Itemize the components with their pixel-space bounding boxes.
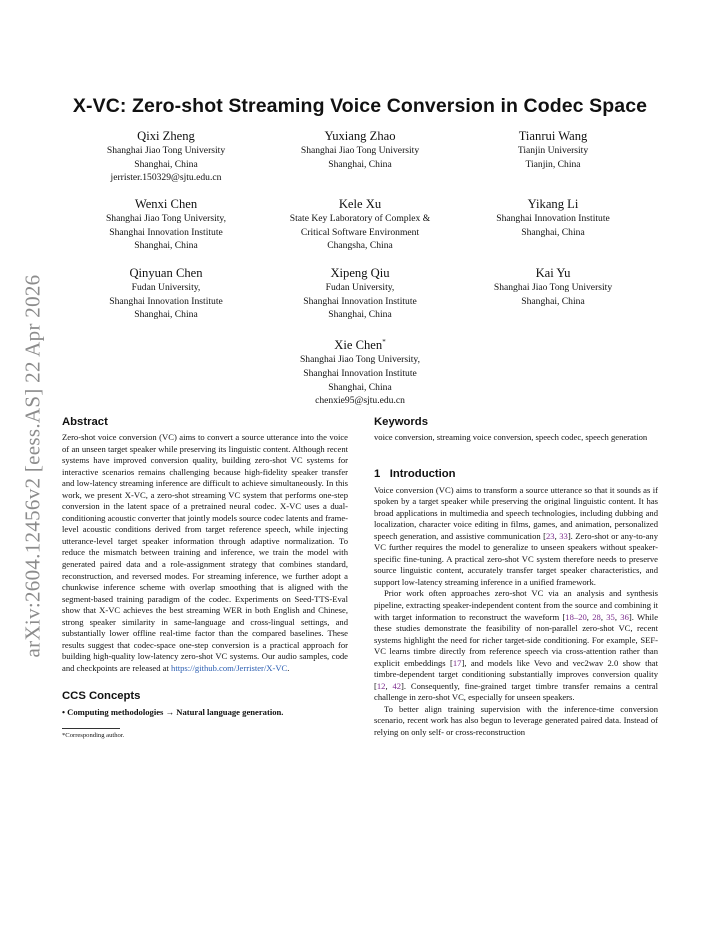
- ccs-concepts: • Computing methodologies → Natural language generation.: [62, 707, 284, 718]
- author-block: [66, 265, 266, 322]
- citation[interactable]: 18–20: [565, 611, 587, 622]
- author-block: [260, 196, 460, 253]
- author-block: [66, 128, 266, 185]
- author-affiliation: Tianjin University: [517, 145, 589, 156]
- author-name: Tianrui Wang: [518, 129, 588, 143]
- author-affiliation: State Key Laboratory of Complex &: [289, 213, 431, 224]
- author-location: Shanghai, China: [328, 309, 392, 321]
- paper-title: X-VC: Zero-shot Streaming Voice Conversion in Codec Space: [72, 95, 648, 117]
- author-affiliation: Shanghai Innovation Institute: [109, 295, 223, 307]
- author-affiliation: Shanghai Jiao Tong University,: [299, 354, 421, 366]
- footnote-rule: [62, 728, 120, 729]
- author-name: Xipeng Qiu: [330, 266, 390, 280]
- author-block: [453, 265, 653, 308]
- author-block: [260, 128, 460, 171]
- author-affiliation: Shanghai Innovation Institute: [303, 295, 417, 307]
- introduction-paragraph: Voice conversion (VC) aims to transform a source utterance so that it sounds as if spoken by a target speaker while preserving the original linguistic content. It has broad applications in multimedia and speech technologies, including dubbing and localization, character voice editing in films, games, and animation, personalized speech generation, and assistive communication [23, 33]. Zero-shot or any-to-any VC further requires the model to generalize to unseen speakers without speaker-specific fine-tuning. A practical zero-shot VC system therefore needs to preserve source linguistic content, accurately transfer target speaker characteristics, and support low-latency streaming inference in a unified framework.: [374, 484, 659, 587]
- author-location: Tianjin, China: [525, 158, 581, 170]
- author-email: chenxie95@sjtu.edu.cn: [315, 395, 405, 407]
- citation[interactable]: 17: [452, 657, 462, 668]
- author-name: Wenxi Chen: [134, 197, 198, 211]
- citation[interactable]: 33: [559, 530, 568, 541]
- author-name: Xie Chen*: [334, 338, 386, 353]
- author-affiliation: Shanghai Jiao Tong University,: [105, 213, 227, 224]
- author-block: [453, 196, 653, 239]
- author-location: Shanghai, China: [521, 226, 585, 238]
- corresponding-author-marker: *: [382, 338, 386, 346]
- author-block: [260, 265, 460, 322]
- code-repository-link[interactable]: https://github.com/Jerrister/X-VC: [171, 662, 288, 673]
- author-location: Shanghai, China: [328, 158, 392, 170]
- author-block: [453, 128, 653, 171]
- corresponding-author-footnote: *Corresponding author.: [62, 732, 125, 740]
- citation[interactable]: 36: [620, 611, 629, 622]
- keywords-text: voice conversion, streaming voice conversion, speech codec, speech generation: [374, 432, 648, 442]
- keywords-heading: Keywords: [374, 416, 428, 428]
- author-location: Shanghai, China: [521, 295, 585, 307]
- author-email: jerrister.150329@sjtu.edu.cn: [110, 172, 222, 184]
- author-block: [260, 334, 460, 408]
- author-location: Changsha, China: [327, 240, 393, 252]
- author-affiliation: Shanghai Innovation Institute: [109, 226, 223, 238]
- introduction-paragraph: To better align training supervision with the inference-time conversion scenario, recent work has also begun to leverage generated paired data. Instead of relying on only self- or cross-reconstruction: [374, 703, 658, 738]
- author-affiliation: Shanghai Innovation Institute: [496, 213, 610, 224]
- citation[interactable]: 28: [592, 611, 601, 622]
- citation[interactable]: 42: [392, 680, 402, 691]
- left-column: [62, 414, 348, 741]
- author-affiliation: Critical Software Environment: [300, 226, 420, 238]
- author-affiliation: Shanghai Jiao Tong University: [300, 145, 420, 156]
- right-column: [374, 414, 658, 739]
- author-name: Yuxiang Zhao: [324, 129, 396, 143]
- abstract-heading: Abstract: [62, 416, 108, 428]
- citation[interactable]: 23: [546, 530, 555, 541]
- author-name: Kele Xu: [338, 197, 382, 211]
- author-name: Yikang Li: [527, 197, 579, 211]
- author-location: Shanghai, China: [134, 240, 198, 252]
- author-affiliation: Fudan University,: [325, 282, 395, 293]
- author-name: Qixi Zheng: [137, 129, 195, 143]
- author-location: Shanghai, China: [134, 158, 198, 170]
- author-affiliation: Shanghai Jiao Tong University: [493, 282, 613, 293]
- citation[interactable]: 35: [606, 611, 615, 622]
- introduction-paragraph: Prior work often approaches zero-shot VC via an analysis and synthesis pipeline, extracting speaker-independent content from the source and combining it with target information to reconstruct the waveform [18–20, 28, 35, 36]. While these studies demonstrate the feasibility of non-parallel zero-shot VC, recent systems highlight the need for richer target-side conditioning. For example, SEF-VC learns timbre directly from reference speech via cross-attention rather than explicit embeddings [17], and models like Vevo and vec2wav 2.0 show that timbre-dependent target conditioning substantially improves conversion quality [12, 42]. Consequently, fine-grained target timbre transfer remains a central challenge in zero-shot VC, especially for unseen speakers.: [374, 588, 659, 703]
- author-affiliation: Fudan University,: [131, 282, 201, 293]
- arxiv-identifier: arXiv:2604.12456v2 [eess.AS] 22 Apr 2026: [20, 274, 45, 658]
- author-affiliation: Shanghai Innovation Institute: [303, 367, 417, 379]
- author-block: [66, 196, 266, 253]
- abstract-text: Zero-shot voice conversion (VC) aims to convert a source utterance into the voice of an unseen target speaker while preserving its linguistic content. Although recent systems have improved conversion quality, building zero-shot VC systems for interactive scenarios remains challenging because high-fidelity speaker transfer and low-latency streaming inference are difficult to achieve simultaneously. In this work, we present X-VC, a zero-shot streaming VC system that performs one-step conversion in the latent space of a pretrained neural codec. X-VC uses a dual-conditioning acoustic converter that jointly models source codec latents and frame-level acoustic conditions derived from target reference speech, while injecting utterance-level target speaker information through adaptive normalization. To reduce the mismatch between training and inference, we train the model with generated paired data and a role-assignment strategy that combines standard, reconstruction, and reversed modes. For streaming inference, we further adopt a chunkwise inference scheme with overlap smoothing that is aligned with the segment-based training paradigm of the codec. Experiments on Seed-TTS-Eval show that X-VC achieves the best streaming WER in both English and Chinese, strong speaker similarity in same-language and cross-lingual settings, and substantially lower offline real-time factor than the compared baselines. These results suggest that codec-space one-step conversion is a practical approach for building high-quality low-latency zero-shot VC systems. Our audio samples, code and checkpoints are released at https://github.com/Jerrister/X-VC.: [62, 432, 348, 673]
- author-affiliation: Shanghai Jiao Tong University: [106, 145, 226, 156]
- author-name: Kai Yu: [535, 266, 571, 280]
- author-name: Qinyuan Chen: [129, 266, 203, 280]
- citation[interactable]: 12: [376, 680, 386, 691]
- author-location: Shanghai, China: [328, 381, 392, 393]
- introduction-heading: 1 Introduction: [374, 467, 456, 480]
- author-location: Shanghai, China: [134, 309, 198, 321]
- ccs-heading: CCS Concepts: [62, 690, 141, 703]
